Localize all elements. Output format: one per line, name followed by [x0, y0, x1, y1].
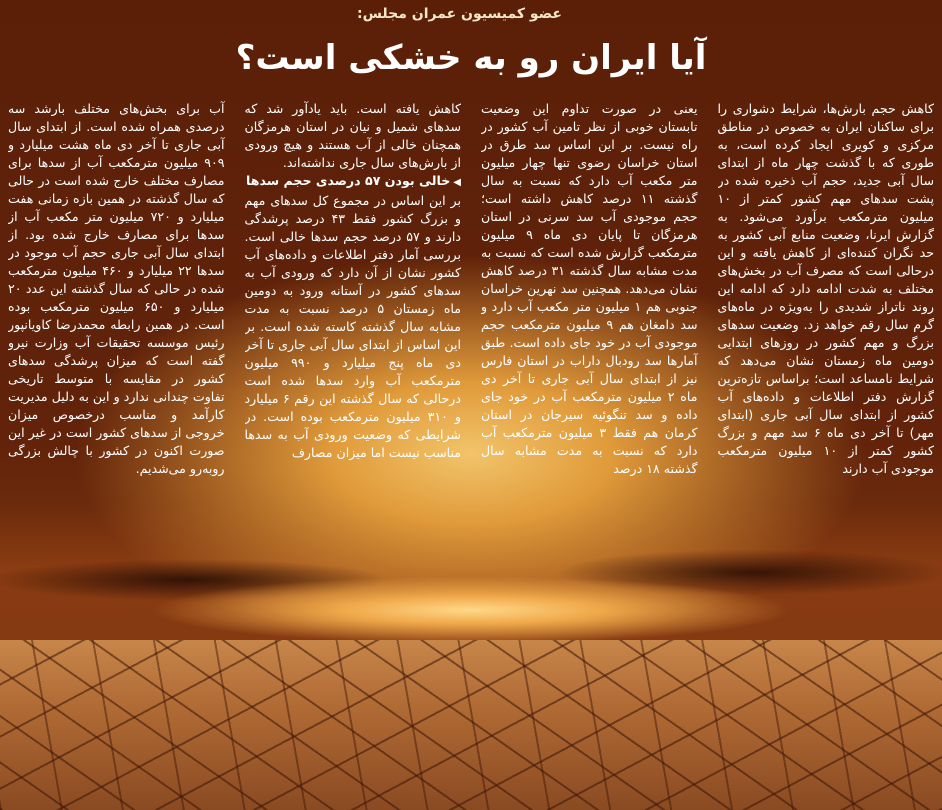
paragraph: یعنی در صورت تداوم این وضعیت تابستان خوبی از نظر تامین آب کشور در راه نیست. بر این اساس سد طرق در استان خراسان رضوی تنها چهار میلیون متر مکعب آب دارد که نسبت به سال گذشته ۱۱ درصد کاهش داشته است؛ حجم موجودی آب سد سرنی در استان هرمزگان تا پایان دی ماه ۹ میلیون مترمکعب گزارش شده است که نسبت به مدت مشابه سال گذشته ۳۱ درصد کاهش نشان می‌دهد. همچنین سد نهرین خراسان جنوبی هم ۱ میلیون متر مکعب آب دارد و سد دامغان هم ۹ میلیون مترمکعب حجم موجودی آب در خود جای داده است. طبق آمارها سد رودبال داراب در استان فارس نیز از ابتدای سال آبی جاری تا آخر دی ماه ۲ میلیون مترمکعب آب در خود جای داده و سد تنگوئیه سیرجان در استان کرمان هم فقط ۳ میلیون مترمکعب آب دارد که نسبت به مدت مشابه سال گذشته ۱۸ درصد: [481, 101, 698, 476]
cracked-earth-image: [0, 640, 942, 810]
article-subheading: ◀ خالی بودن ۵۷ درصدی حجم سدها: [245, 172, 462, 192]
paragraph: کاهش یافته است. باید یادآور شد که سدهای شمیل و نیان در استان هرمزگان همچنان خالی از آب هستند و هیچ ورودی از بارش‌های سال جاری نداشته‌اند.: [244, 101, 461, 170]
article-columns: [8, 100, 934, 530]
article-headline: آیا ایران رو به خشکی است؟: [235, 38, 707, 78]
article-column-1: [718, 100, 935, 530]
article-column-4: [8, 100, 225, 530]
article-column-2: [481, 100, 698, 530]
paragraph: کاهش حجم بارش‌ها، شرایط دشواری را برای ساکنان ایران به خصوص در مناطق مرکزی و کویری ایجاد کرده است، به طوری که با گذشت چهار ماه از ابتدای سال آبی جدید، حجم آب ذخیره شده در پشت سدهای مهم کشور کمتر از ۱۰ میلیون مترمکعب برآورد می‌شود. به گزارش ایرنا، وضعیت منابع آبی کشور به حد نگران کننده‌ای از کاهش یافته و این درحالی است که مصرف آب در بخش‌های مختلف به شدت ادامه دارد که ادامه این روند ناتراز شدیدی را به‌ویژه در ماه‌های گرم سال رقم خواهد زد. وضعیت سدهای بزرگ و مهم کشور در روزهای ابتدایی دومین ماه زمستان نشان می‌دهد که شرایط نامساعد است؛ براساس تازه‌ترین گزارش دفتر اطلاعات و داده‌های آب کشور از ابتدای سال آبی جاری (ابتدای مهر) تا آخر دی ماه ۶ سد مهم و بزرگ کشور کمتر از ۱۰ میلیون مترمکعب موجودی آب دارند: [717, 101, 934, 476]
paragraph: آب برای بخش‌های مختلف بارشد سه درصدی همراه شده است. از ابتدای سال آبی جاری تا آخر دی ماه هشت میلیارد و ۹۰۹ میلیون مترمکعب آب از سدها برای مصارف مختلف خارج شده است در حالی که سال گذشته در همین بازه زمانی هفت میلیارد و ۷۲۰ میلیون متر مکعب آب از سدها برای مصارف خارج شده بود. از ابتدای سال آبی جاری حجم آب موجود در سدها ۲۲ میلیارد و ۴۶۰ میلیون مترمکعب شده در حالی که سال گذشته این عدد ۲۰ میلیارد و ۶۵۰ میلیون مترمکعب بوده است. در همین رابطه محمدرضا کاویانپور رئیس موسسه تحقیقات آب وزارت نیرو گفته است که میزان پرشدگی سدهای کشور در مقایسه با متوسط تاریخی تفاوت چندانی ندارد و این به دلیل مدیریت کارآمد و مناسب درخصوص میزان خروجی از سدهای کشور است در غیر این صورت اکنون در کشور با چالش بزرگی روبه‌رو می‌شدیم.: [8, 101, 225, 476]
article-kicker: عضو کمیسیون عمران مجلس:: [357, 6, 562, 22]
paragraph: بر این اساس در مجموع کل سدهای مهم و بزرگ کشور فقط ۴۳ درصد پرشدگی دارند و ۵۷ درصد حجم سدها خالی است. بررسی آمار دفتر اطلاعات و داده‌های آب کشور نشان از آن دارد که ورودی آب به سدهای کشور در آستانه ورود به دومین ماه زمستان ۵ درصد نسبت به مدت مشابه سال گذشته کاسته شده است. بر این اساس از ابتدای سال آبی جاری تا آخر دی ماه پنج میلیارد و ۹۹۰ میلیون مترمکعب آب وارد سدها شده است درحالی که سال گذشته این رقم ۶ میلیارد و ۳۱۰ میلیون مترمکعب بوده است. در شرایطی که وضعیت ورودی آب به سدها مناسب نیست اما میزان مصارف: [244, 193, 461, 460]
article-column-3: [245, 100, 462, 530]
